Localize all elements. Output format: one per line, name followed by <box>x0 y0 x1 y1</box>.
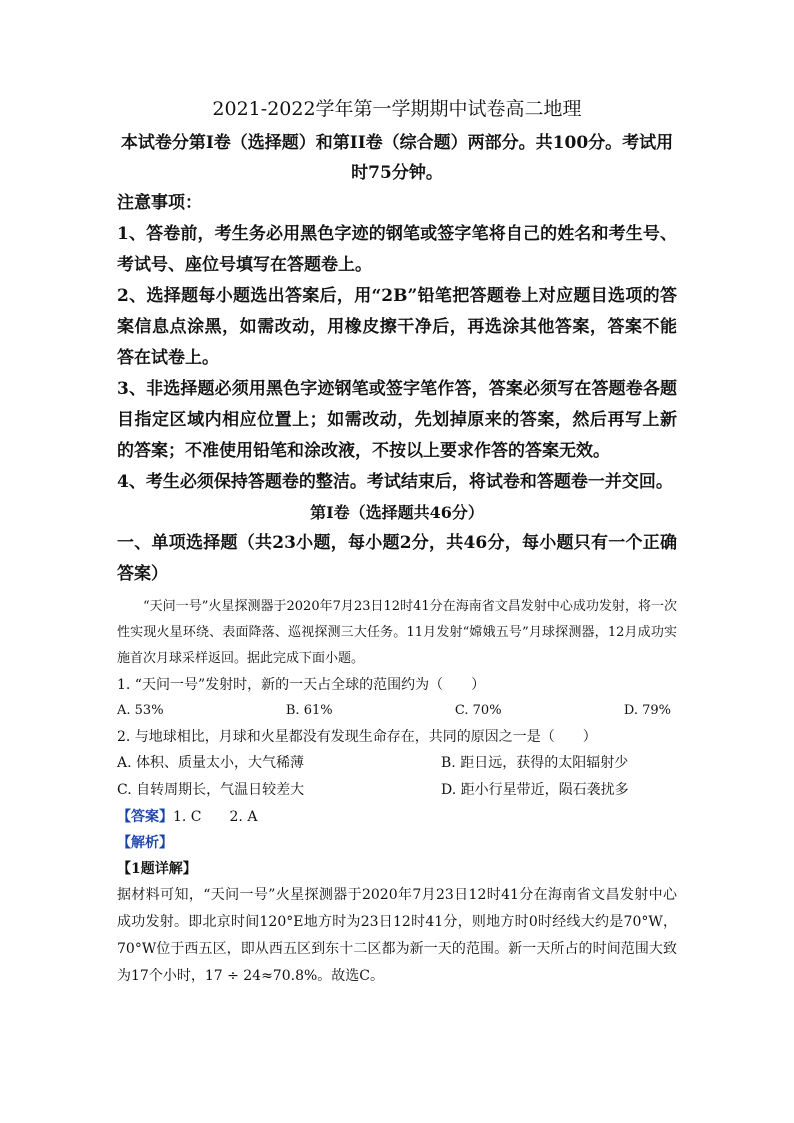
option-c: C. 70% <box>454 703 502 718</box>
option-d: D. 距小行星带近，陨石袭扰多 <box>441 782 629 798</box>
option-b: B. 61% <box>285 703 333 718</box>
question-2-options <box>117 750 677 804</box>
detail-1-heading <box>117 856 677 882</box>
section-heading: 一、单项选择题（共23小题，每小题2分，共46分，每小题只有一个正确答案） <box>117 533 677 584</box>
option-a: A. 体积、质量太小，大气稀薄 <box>117 755 305 771</box>
detail-1-tag: 【1题详解】 <box>117 861 197 877</box>
option-c: C. 自转周期长，气温日较差大 <box>117 782 305 798</box>
question-1-options <box>117 698 677 724</box>
option-b: B. 距日远，获得的太阳辐射少 <box>441 755 629 771</box>
analysis-line <box>117 830 677 856</box>
question-2-stem: 2. 与地球相比，月球和火星都没有发现生命存在，共同的原因之一是（ ） <box>117 729 597 745</box>
note-item: 3、非选择题必须用黑色字迹钢笔或签字笔作答，答案必须写在答题卷各题目指定区域内相应位置上；如需改动，先划掉原来的答案，然后再写上新的答案；不准使用铅笔和涂改液，不按以上要求作答的答案无效。 <box>117 379 677 461</box>
note-item: 4、考生必须保持答题卷的整洁。考试结束后，将试卷和答题卷一并交回。 <box>117 472 673 492</box>
answer-value: 1. C 2. A <box>173 809 258 825</box>
detail-1-text: 据材料可知，“天问一号”火星探测器于2020年7月23日12时41分在海南省文昌发射中心成功发射。即北京时间120°E地方时为23日12时41分，则地方时0时经线大约是70°W，70°W位于西五区，即从西五区到东十二区都为新一天的范围。新一天所占的时间范围大致为17个小时，17 ÷ 24≈70.8%。故选C。 <box>117 887 677 984</box>
answer-tag: 【答案】 <box>117 809 173 825</box>
option-d: D. 79% <box>623 703 671 718</box>
note-item: 1、答卷前，考生务必用黑色字迹的钢笔或签字笔将自己的姓名和考生号、考试号、座位号填写在答题卷上。 <box>117 224 677 275</box>
reading-material: “天问一号”火星探测器于2020年7月23日12时41分在海南省文昌发射中心成功发射，将一次性实现火星环绕、表面降落、巡视探测三大任务。11月发射“嫦娥五号”月球探测器，12月成功实施首次月球采样返回。据此完成下面小题。 <box>117 599 677 666</box>
answer-line <box>117 804 677 830</box>
notes-heading: 注意事项： <box>117 193 202 213</box>
analysis-tag: 【解析】 <box>117 835 173 851</box>
note-item: 2、选择题每小题选出答案后，用“2B”铅笔把答题卷上对应题目选项的答案信息点涂黑，如需改动，用橡皮擦干净后，再选涂其他答案，答案不能答在试卷上。 <box>117 286 677 368</box>
exam-page <box>117 94 677 990</box>
option-a: A. 53% <box>117 703 164 718</box>
page-title: 2021-2022学年第一学期期中试卷高二地理 <box>212 98 582 120</box>
question-1-stem: 1. “天问一号”发射时，新的一天占全球的范围约为（ ） <box>117 677 486 693</box>
part1-title: 第I卷（选择题共46分） <box>310 503 484 522</box>
exam-intro: 本试卷分第I卷（选择题）和第II卷（综合题）两部分。共100分。考试用时75分钟。 <box>120 133 674 183</box>
